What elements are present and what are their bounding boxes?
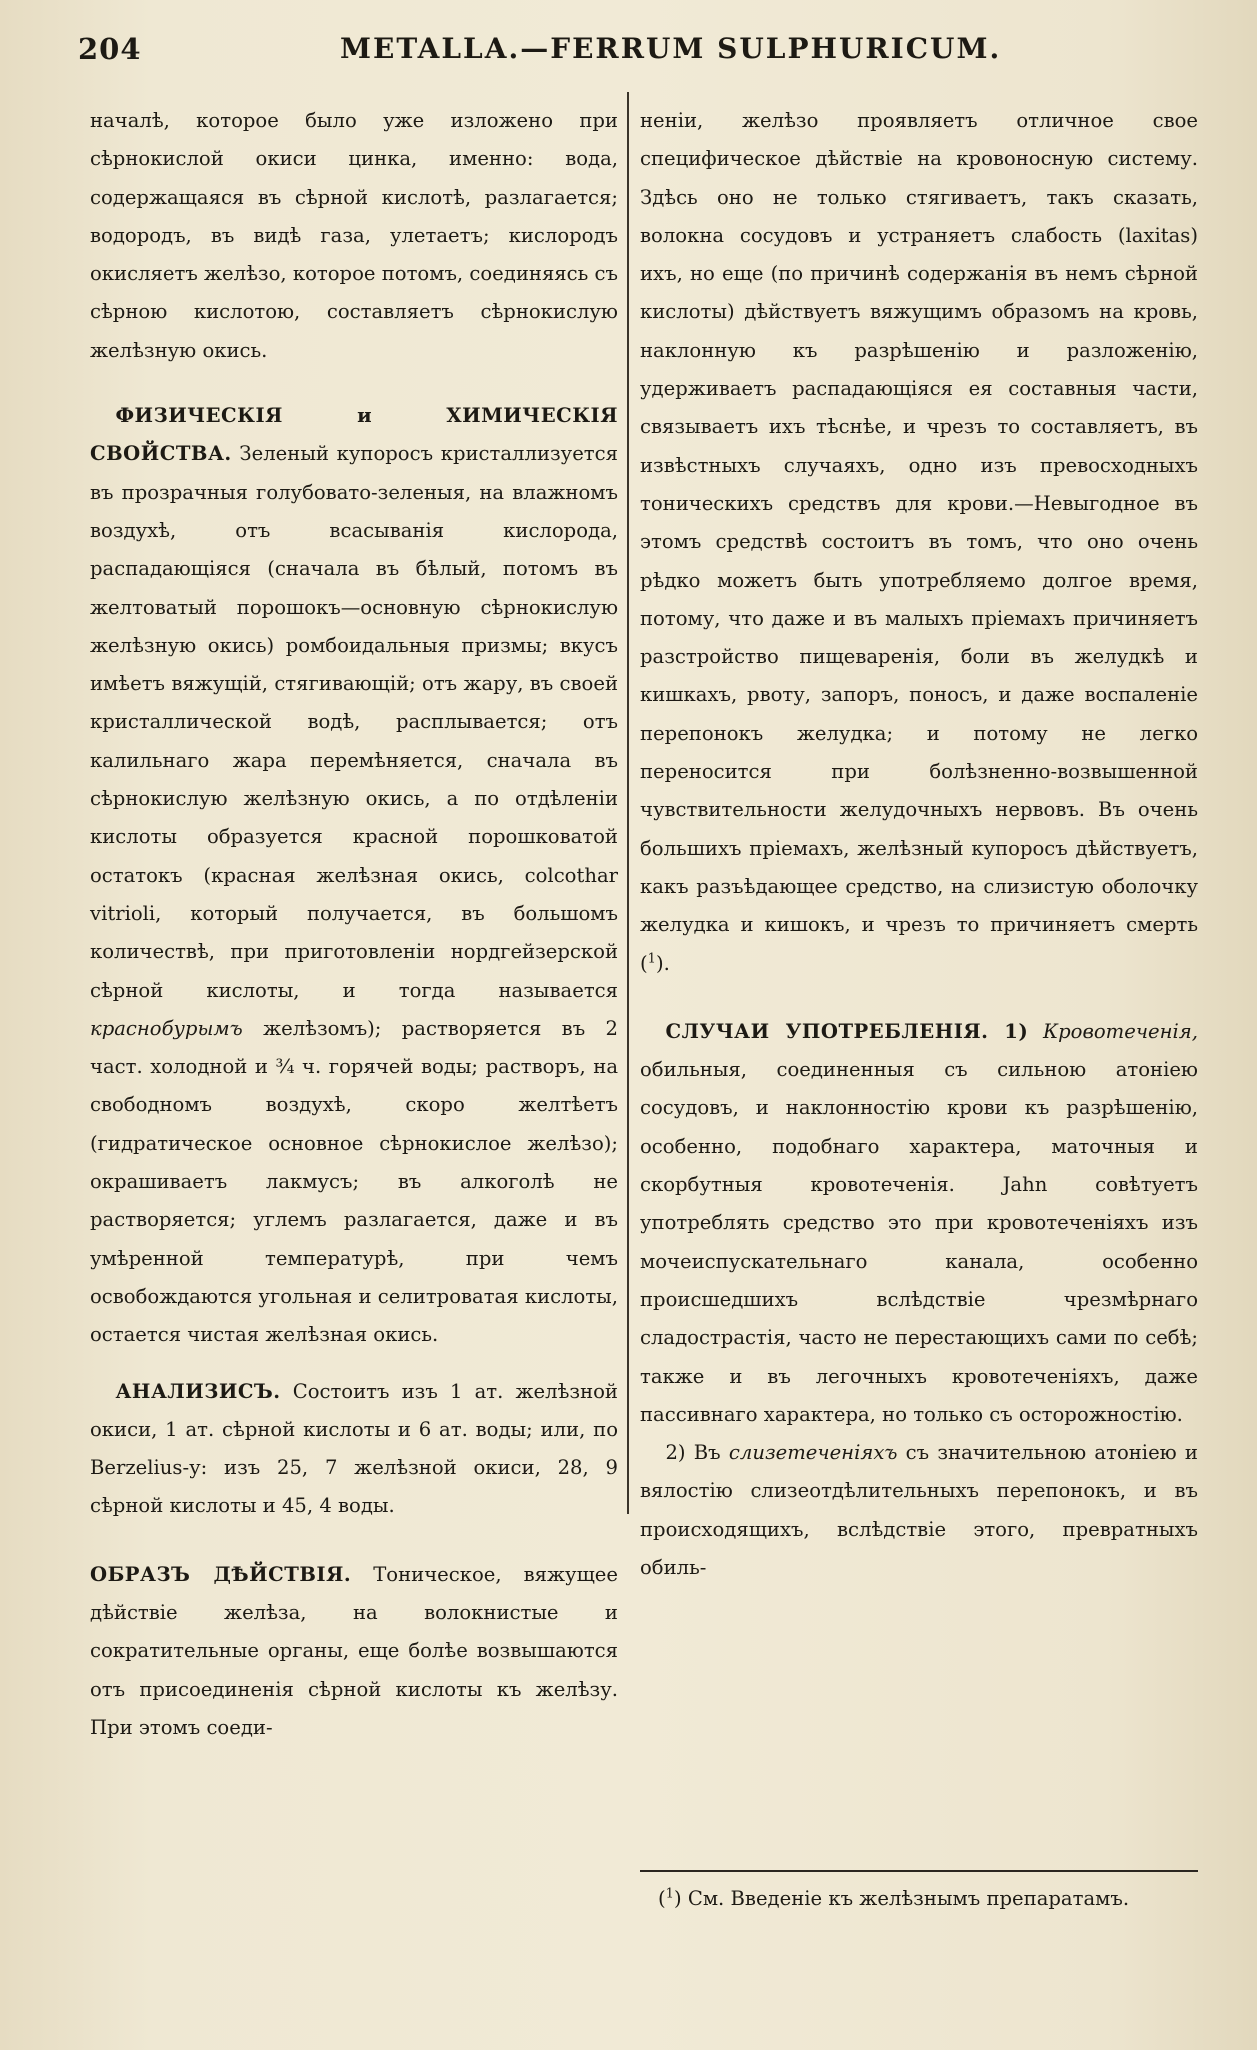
page-header <box>78 30 1188 74</box>
footnote: ($^1$) См. Введеніе къ желѣзнымъ препаратамъ. <box>658 1886 1130 1910</box>
mucus-italic-term: слизетеченіяхъ <box>728 1441 898 1465</box>
footnote-marker: 1 <box>665 1886 674 1902</box>
page-number: 204 <box>78 32 142 66</box>
analysis-text: Состоитъ изъ 1 ат. желѣзной окиси, 1 ат. сѣрной кислоты и 6 ат. воды; или, по Berzelius-у: изъ 25, 7 желѣзной окиси, 28, 9 сѣрной кислоты и 45, 4 воды. <box>90 1379 618 1518</box>
action-text: Тоническое, вяжущее дѣйствіе желѣза, на волокнистые и сократительные органы, еще болѣе возвышаются отъ присоединенія сѣрной кислоты къ желѣзу. При этомъ соеди- <box>90 1562 618 1739</box>
section-heading-analysis: АНАЛИЗИСЪ. <box>115 1379 281 1403</box>
paragraph-mucus-flows: 2) Въ слизетеченіяхъ съ значительною атоніею и вялостію слизеотдѣлительныхъ перепонокъ, и въ происходящихъ, вслѣдствіе этого, превратныхъ обиль- <box>640 1441 1198 1579</box>
section-cases-of-use <box>640 1013 1198 1434</box>
section-analysis <box>90 1373 618 1526</box>
section-physical-chemical-properties <box>90 397 618 1354</box>
properties-text-b: желѣзомъ); растворяется въ 2 част. холодной и ¾ ч. горячей воды; растворъ, на свободномъ воздухѣ, скоро желтѣетъ (гидратическое основное сѣрнокислое желѣзо); окрашиваетъ лакмусъ; въ алкоголѣ не растворяется; углемъ разлагается, даже и въ умѣренной температурѣ, при чемъ освобождаются угольная и селитроватая кислоты, остается чистая желѣзная окись. <box>90 1016 619 1347</box>
paragraph-action-continued: неніи, желѣзо проявляетъ отличное свое специфическое дѣйствіе на кровоносную систему. Здѣсь оно не только стягиваетъ, такъ сказать, волокна сосудовъ и устраняетъ слабость (laxitas) ихъ, но еще (по причинѣ содержанія въ немъ сѣрной кислоты) дѣйствуетъ вяжущимъ образомъ на кровь, наклонную къ разрѣшенію и разложенію, удерживаетъ распадающіяся ея составныя части, связываетъ ихъ тѣснѣе, и чрезъ то составляетъ, въ извѣстныхъ случаяхъ, одно изъ превосходныхъ тоническихъ средствъ для крови.—Невыгодное въ этомъ средствѣ состоитъ въ томъ, что оно очень рѣдко можетъ быть употребляемо долгое время, потому, что даже и въ малыхъ пріемахъ причиняетъ разстройство пищеваренія, боли въ желудкѣ и кишкахъ, рвоту, запоръ, поносъ, и даже воспаленіе перепонокъ желудка; и потому не легко переносится при болѣзненно-возвышенной чувствительности желудочныхъ нервовъ. Въ очень большихъ пріемахъ, желѣзный купоросъ дѣйствуетъ, какъ разъѣдающее средство, на слизистую оболочку желудка и кишокъ, и чрезъ то причиняетъ смерть ($^1$). <box>640 109 1198 975</box>
cases-text: обильныя, соединенныя съ сильною атоніею сосудовъ, и наклонностію крови къ разрѣшенію, особенно, подобнаго характера, маточныя и скорбутныя кровотеченія. Jahn совѣтуетъ употреблять средство это при кровотеченіяхъ изъ мочеиспускательнаго канала, особенно происшедшихъ вслѣдствіе чрезмѣрнаго сладострастія, часто не перестающихъ сами по себѣ; также и въ легочныхъ кровотеченіяхъ, даже пассивнаго характера, но только съ осторожностію. <box>640 1058 1198 1426</box>
column-divider <box>627 92 629 1514</box>
properties-text-a: Зеленый купоросъ кристаллизуется въ прозрачныя голубовато-зеленыя, на влажномъ воздухѣ, отъ всасыванія кислорода, распадающіяся (сначала въ бѣлый, потомъ въ желтоватый порошокъ—основную сѣрнокислую желѣзную окись) ромбоидальныя призмы; вкусъ имѣетъ вяжущій, стягивающій; отъ жару, въ своей кристаллической водѣ, расплывается; отъ калильнаго жара перемѣняется, сначала въ сѣрнокислую желѣзную окись, а по отдѣленіи кислоты образуется красной порошковатой остатокъ (красная желѣзная окись, colcothar vitrioli, который получается, въ большомъ количествѣ, при приготовленіи нордгейзерской сѣрной кислоты, и тогда называется <box>90 442 618 1002</box>
properties-italic-term: краснобурымъ <box>90 1016 243 1040</box>
cases-italic-term: Кровотеченія, <box>1042 1019 1198 1043</box>
running-title: METALLA.—FERRUM SULPHURICUM. <box>340 32 1002 65</box>
right-column <box>640 102 1198 1587</box>
section-heading-cases: СЛУЧАИ УПОТРЕБЛЕНІЯ. 1) <box>665 1019 1029 1043</box>
section-mode-of-action <box>90 1556 618 1747</box>
footnote-text: См. Введеніе къ желѣзнымъ препаратамъ. <box>687 1887 1130 1910</box>
footnote-reference: 1 <box>647 951 656 966</box>
section-heading-properties: ФИЗИЧЕСКІЯ и ХИМИЧЕСКІЯ СВОЙСТВА. <box>90 404 618 466</box>
left-column <box>90 102 618 1747</box>
section-heading-action: ОБРАЗЪ ДѢЙСТВІЯ. <box>90 1562 352 1586</box>
paragraph-preparation-end: началѣ, которое было уже изложено при сѣрнокислой окиси цинка, именно: вода, содержащаяся въ сѣрной кислотѣ, разлагается; водородъ, въ видѣ газа, улетаетъ; кислородъ окисляетъ желѣзо, которое потомъ, соединяясь съ сѣрною кислотою, составляетъ сѣрнокислую желѣзную окись. <box>90 109 618 362</box>
footnote-rule <box>640 1870 1198 1872</box>
